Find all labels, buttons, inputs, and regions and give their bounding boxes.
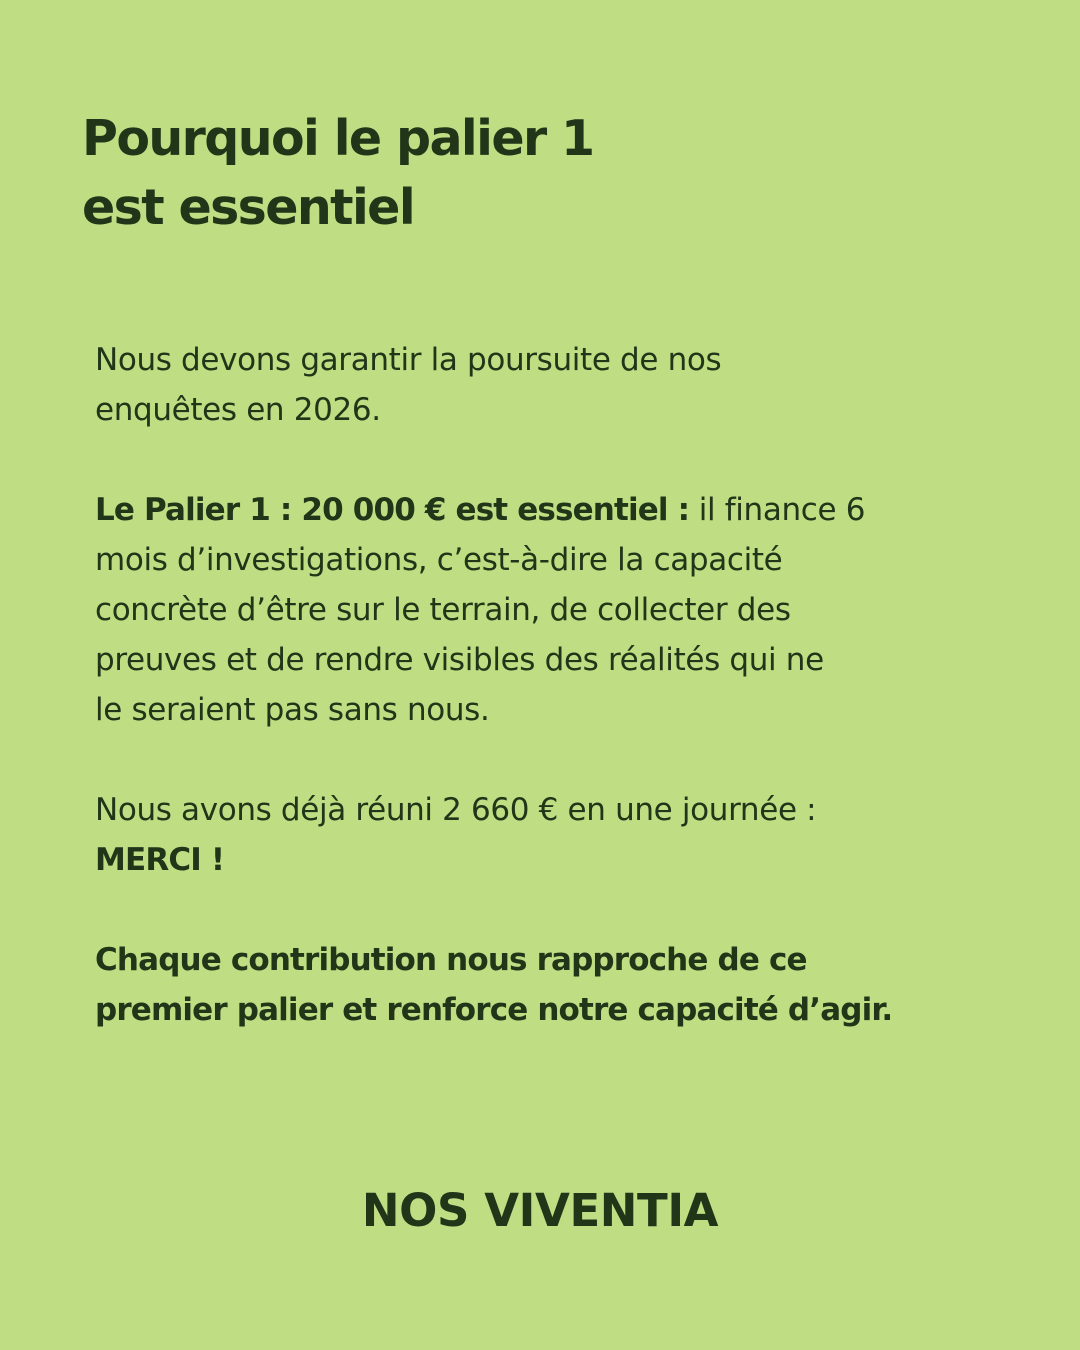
palier-paragraph <box>95 485 1005 735</box>
paragraph-spacer <box>95 735 1005 785</box>
call-to-action-paragraph <box>95 935 1005 1035</box>
title-line-1: Pourquoi le palier 1 <box>82 110 594 167</box>
intro-line-2: enquêtes en 2026. <box>95 392 381 428</box>
call-to-action-line-2: premier palier et renforce notre capacité d’agir. <box>95 992 893 1028</box>
intro-paragraph <box>95 335 1005 435</box>
progress-line: Nous avons déjà réuni 2 660 € en une journée : <box>95 792 817 828</box>
page-title <box>82 104 842 242</box>
brand-footer: NOS VIVENTIA <box>361 1184 719 1237</box>
palier-line-1 <box>95 485 1005 535</box>
palier-line-1-rest: il finance 6 <box>689 492 866 528</box>
message-body <box>95 335 1005 1035</box>
palier-line-4: preuves et de rendre visibles des réalités qui ne <box>95 642 824 678</box>
palier-line-5: le seraient pas sans nous. <box>95 692 490 728</box>
paragraph-spacer <box>95 435 1005 485</box>
progress-paragraph <box>95 785 1005 885</box>
intro-line-1: Nous devons garantir la poursuite de nos <box>95 342 722 378</box>
paragraph-spacer <box>95 885 1005 935</box>
call-to-action-line-1: Chaque contribution nous rapproche de ce <box>95 942 807 978</box>
title-line-2: est essentiel <box>82 179 415 236</box>
palier-highlight: Le Palier 1 : 20 000 € est essentiel : <box>95 492 690 528</box>
palier-line-2: mois d’investigations, c’est-à-dire la capacité <box>95 542 783 578</box>
palier-line-3: concrète d’être sur le terrain, de collecter des <box>95 592 791 628</box>
thanks-text: MERCI ! <box>95 842 225 878</box>
